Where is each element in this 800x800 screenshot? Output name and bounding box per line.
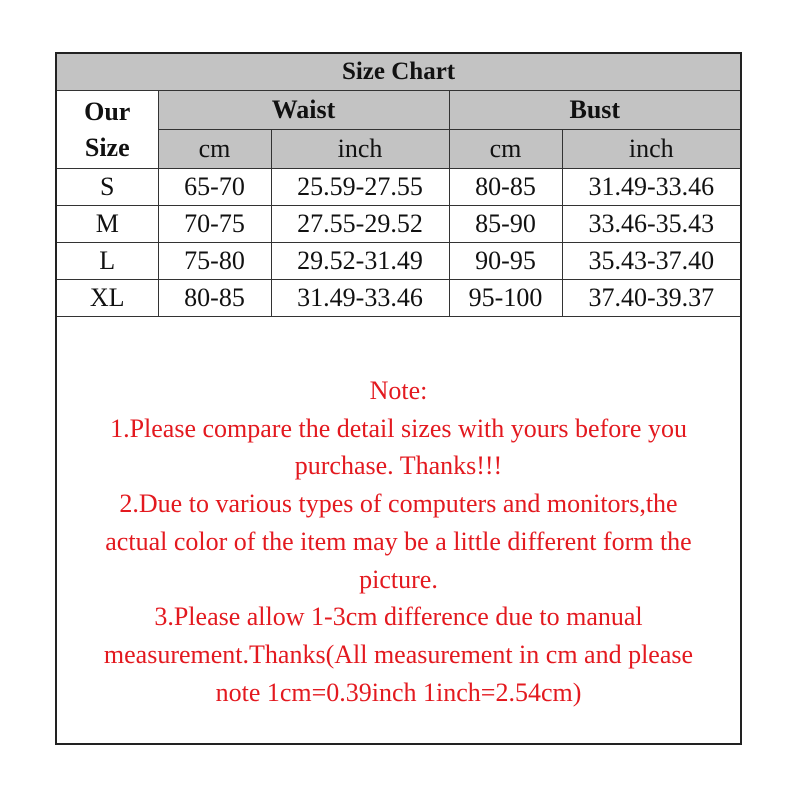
table-row xyxy=(57,169,740,206)
note-line: 1.Please compare the detail sizes with yours before you xyxy=(110,413,687,443)
size-cell: S xyxy=(57,169,158,206)
bust-cm-cell: 90-95 xyxy=(449,243,562,280)
bust-cm-cell: 85-90 xyxy=(449,206,562,243)
note-line: picture. xyxy=(359,564,438,594)
note-line: 2.Due to various types of computers and monitors,the xyxy=(119,489,678,519)
waist-inch-cell: 27.55-29.52 xyxy=(271,206,449,243)
note-block xyxy=(57,372,740,711)
bust-inch-cell: 31.49-33.46 xyxy=(562,169,740,206)
note-line: actual color of the item may be a little different form the xyxy=(105,526,692,556)
waist-cm-cell: 70-75 xyxy=(158,206,271,243)
size-header-line1: Our xyxy=(84,96,131,126)
bust-inch-cell: 33.46-35.43 xyxy=(562,206,740,243)
bust-cm-cell: 80-85 xyxy=(449,169,562,206)
bust-inch-cell: 37.40-39.37 xyxy=(562,280,740,317)
waist-inch-unit: inch xyxy=(271,130,449,169)
waist-cm-cell: 80-85 xyxy=(158,280,271,317)
note-line: note 1cm=0.39inch 1inch=2.54cm) xyxy=(215,677,582,707)
waist-inch-cell: 25.59-27.55 xyxy=(271,169,449,206)
table-row xyxy=(57,206,740,243)
size-header xyxy=(57,91,158,169)
bust-header: Bust xyxy=(449,91,740,130)
bust-inch-cell: 35.43-37.40 xyxy=(562,243,740,280)
waist-cm-cell: 65-70 xyxy=(158,169,271,206)
size-cell: M xyxy=(57,206,158,243)
waist-cm-cell: 75-80 xyxy=(158,243,271,280)
waist-inch-cell: 31.49-33.46 xyxy=(271,280,449,317)
bust-cm-cell: 95-100 xyxy=(449,280,562,317)
size-cell: XL xyxy=(57,280,158,317)
note-heading: Note: xyxy=(369,376,428,405)
table-title: Size Chart xyxy=(57,54,740,91)
bust-cm-unit: cm xyxy=(449,130,562,169)
size-chart-frame xyxy=(55,52,742,745)
bust-inch-unit: inch xyxy=(562,130,740,169)
note-line: purchase. Thanks!!! xyxy=(294,451,503,481)
waist-header: Waist xyxy=(158,91,449,130)
waist-cm-unit: cm xyxy=(158,130,271,169)
note-line: measurement.Thanks(All measurement in cm and please xyxy=(103,639,694,669)
note-line: 3.Please allow 1-3cm difference due to manual xyxy=(154,602,643,632)
size-header-line2: Size xyxy=(84,132,130,162)
size-chart-table xyxy=(57,54,740,317)
waist-inch-cell: 29.52-31.49 xyxy=(271,243,449,280)
size-cell: L xyxy=(57,243,158,280)
table-row xyxy=(57,280,740,317)
table-row xyxy=(57,243,740,280)
